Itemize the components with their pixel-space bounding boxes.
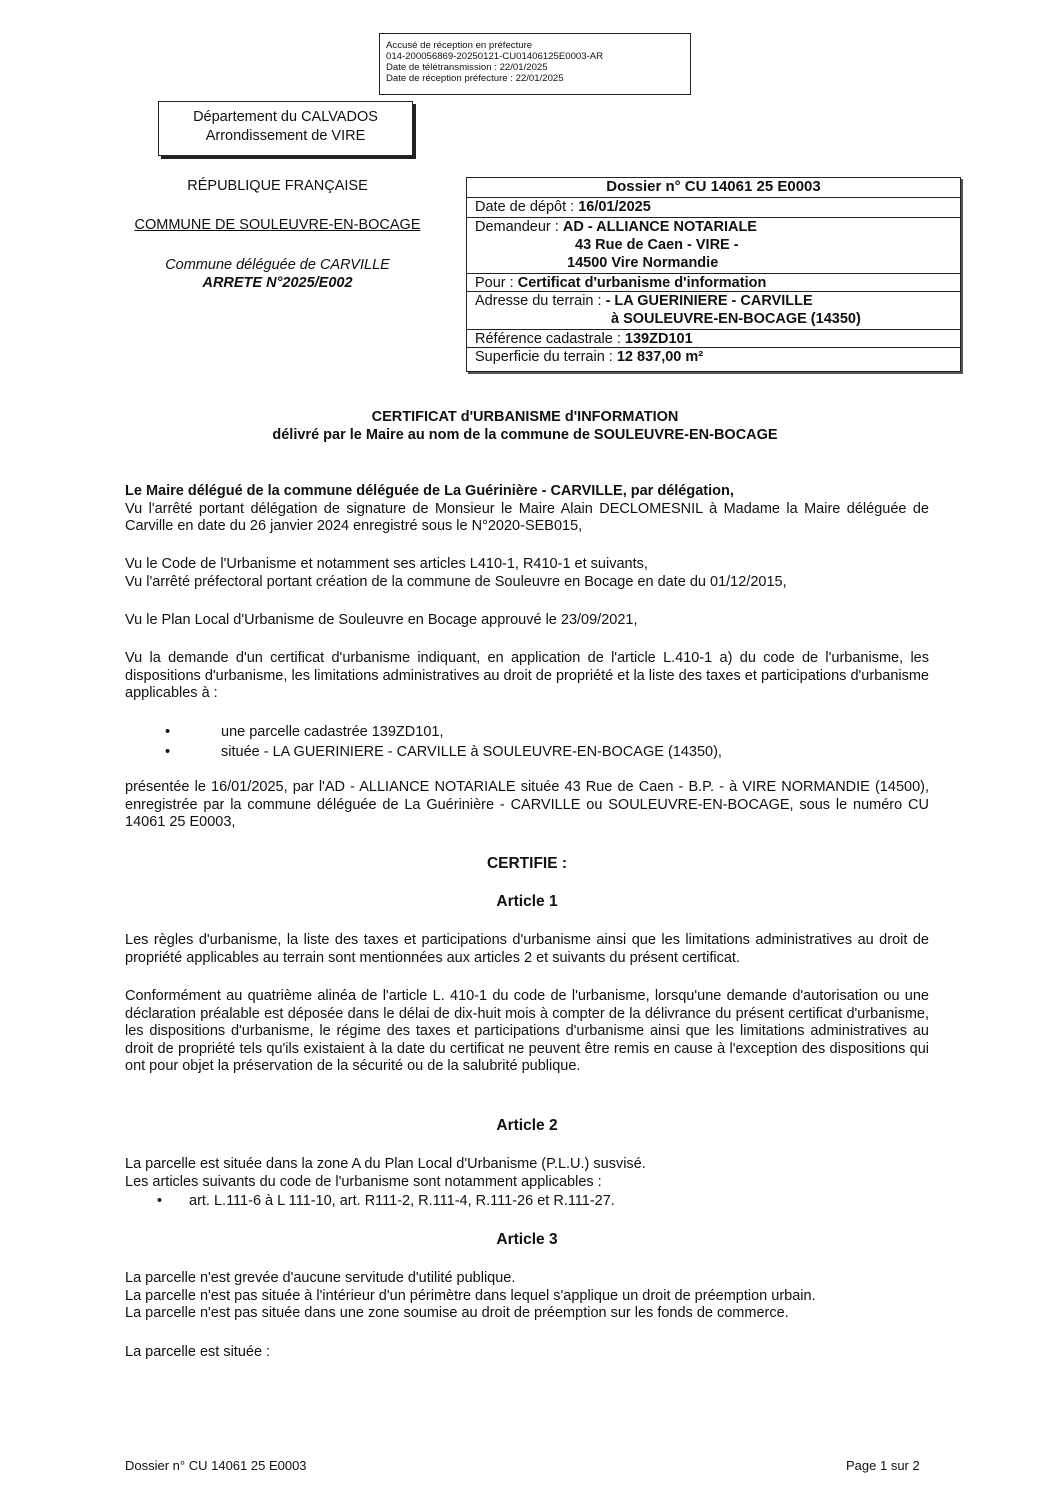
dossier-purpose-row <box>467 274 960 292</box>
dossier-area-row <box>467 348 960 368</box>
land-address-1: - LA GUERINIERE - CARVILLE <box>605 293 813 309</box>
bullet-icon: • <box>157 1193 163 1209</box>
commune-deleguee: Commune déléguée de CARVILLE <box>165 257 390 273</box>
arrete-number: ARRETE N°2025/E002 <box>202 275 353 291</box>
article-3-line-2: La parcelle n'est pas située à l'intérieur d'un périmètre dans lequel s'applique un droit de préemption urbain. <box>125 1287 816 1304</box>
mayor-line: Le Maire délégué de la commune déléguée de La Guérinière - CARVILLE, par délégation, <box>125 483 734 499</box>
commune-heading: COMMUNE DE SOULEUVRE-EN-BOCAGE <box>134 217 421 233</box>
republic-heading: RÉPUBLIQUE FRANÇAISE <box>187 178 368 194</box>
bullet-icon: • <box>165 724 171 740</box>
dossier-box <box>466 177 961 372</box>
prefecture-receipt-stamp <box>379 33 691 95</box>
department-box <box>158 101 413 156</box>
list-item <box>125 722 929 742</box>
article-1-heading: Article 1 <box>496 893 558 910</box>
applicant-address-1: 43 Rue de Caen - VIRE - <box>575 237 739 253</box>
article-3-text <box>125 1270 929 1323</box>
deleguee-block <box>115 256 440 292</box>
preamble-block-5 <box>125 779 929 832</box>
purpose-value: Certificat d'urbanisme d'information <box>517 275 767 291</box>
parcel-bullets <box>125 722 929 762</box>
article-2-line-2: Les articles suivants du code de l'urbanisme sont notamment applicables : <box>125 1173 602 1190</box>
cadastral-label: Référence cadastrale : <box>475 331 625 347</box>
article-1-p2 <box>125 988 929 1076</box>
certifie-heading: CERTIFIE : <box>486 855 568 872</box>
stamp-line: 014-200056869-20250121-CU01406125E0003-AR <box>386 51 604 62</box>
stamp-line: Accusé de réception en préfecture <box>386 40 533 51</box>
land-address-label: Adresse du terrain : <box>475 293 606 309</box>
article-3-heading: Article 3 <box>496 1231 558 1248</box>
dossier-applicant-row <box>467 218 960 274</box>
dossier-land-row <box>467 292 960 330</box>
article-2-line-1: La parcelle est située dans la zone A du Plan Local d'Urbanisme (P.L.U.) susvisé. <box>125 1156 646 1172</box>
dossier-date-row <box>467 198 960 218</box>
document-title <box>125 408 925 444</box>
preamble-block-1 <box>125 483 929 536</box>
article-2-heading: Article 2 <box>496 1117 558 1134</box>
preamble-block-3 <box>125 612 929 630</box>
vu-arrete: Vu l'arrêté préfectoral portant création de la commune de Souleuvre en Bocage en date du 01/12/2015, <box>125 573 787 590</box>
article-2-text <box>125 1156 929 1191</box>
vu-code: Vu le Code de l'Urbanisme et notamment ses articles L410-1, R410-1 et suivants, <box>125 556 648 572</box>
list-item <box>125 1193 929 1211</box>
article-3-line-3: La parcelle n'est pas située dans une zone soumise au droit de préemption sur les fonds de commerce. <box>125 1305 789 1321</box>
arrondissement-name: Arrondissement de VIRE <box>205 128 366 144</box>
list-item <box>125 742 929 762</box>
area-value: 12 837,00 m² <box>616 349 704 365</box>
area-label: Superficie du terrain : <box>475 349 617 365</box>
land-address-2: à SOULEUVRE-EN-BOCAGE (14350) <box>611 311 861 327</box>
preamble-block-2 <box>125 556 929 591</box>
article-1-paragraph-1: Les règles d'urbanisme, la liste des taxes et participations d'urbanisme ainsi que les limitations administratives au droit de propriété applicables au terrain sont mentionnées aux articles 2 et suivants du présent certificat. <box>125 932 929 966</box>
dossier-number: Dossier n° CU 14061 25 E0003 <box>467 178 960 198</box>
date-value: 16/01/2025 <box>578 199 651 215</box>
article-1-p1 <box>125 932 929 967</box>
dossier-cadastral-row <box>467 330 960 348</box>
bullet-text: art. L.111-6 à L 111-10, art. R111-2, R.111-4, R.111-26 et R.111-27. <box>189 1193 615 1209</box>
vu-delegation: Vu l'arrêté portant délégation de signature de Monsieur le Maire Alain DECLOMESNIL à Madame la Maire déléguée de Carville en date du 26 janvier 2024 enregistré sous le N°2020-SEB015, <box>125 500 929 534</box>
applicant-address-2: 14500 Vire Normandie <box>567 255 719 271</box>
applicant-label: Demandeur : <box>475 219 563 235</box>
title-line-2: délivré par le Maire au nom de la commune de SOULEUVRE-EN-BOCAGE <box>272 427 778 443</box>
vu-demande: Vu la demande d'un certificat d'urbanisme indiquant, en application de l'article L.410-1 a) du code de l'urbanisme, les dispositions d'urbanisme, les limitations administratives au droit de propriété et la liste des taxes et participations d'urbanisme applicables à : <box>125 650 929 701</box>
article-2-bullets <box>125 1193 929 1211</box>
purpose-label: Pour : <box>475 275 518 291</box>
bullet-icon: • <box>165 744 171 760</box>
title-line-1: CERTIFICAT d'URBANISME d'INFORMATION <box>371 409 679 425</box>
vu-plu: Vu le Plan Local d'Urbanisme de Souleuvre en Bocage approuvé le 23/09/2021, <box>125 612 638 628</box>
department-name: Département du CALVADOS <box>193 109 378 125</box>
bullet-text: une parcelle cadastrée 139ZD101, <box>221 724 444 740</box>
date-label: Date de dépôt : <box>475 199 579 215</box>
bullet-text: située - LA GUERINIERE - CARVILLE à SOULEUVRE-EN-BOCAGE (14350), <box>221 744 722 760</box>
article-1-paragraph-2: Conformément au quatrième alinéa de l'article L. 410-1 du code de l'urbanisme, lorsqu'une demande d'autorisation ou une déclaration préalable est déposée dans le délai de dix-huit mois à compter de la délivrance du présent certificat d'urbanisme, les dispositions d'urbanisme, le régime des taxes et participations d'urbanisme ainsi que les limitations administratives au droit de propriété tels qu'ils existaient à la date du certificat ne peuvent être remis en cause à l'exception des dispositions qui ont pour objet la préservation de la sécurité ou de la salubrité publique. <box>125 988 929 1074</box>
article-3-line-4: La parcelle est située : <box>125 1344 271 1360</box>
applicant-name: AD - ALLIANCE NOTARIALE <box>562 219 757 235</box>
stamp-line: Date de réception préfecture : 22/01/2025 <box>386 73 564 84</box>
article-3-line-1: La parcelle n'est grevée d'aucune servitude d'utilité publique. <box>125 1270 516 1286</box>
stamp-line: Date de télétransmission : 22/01/2025 <box>386 62 548 73</box>
presented-text: présentée le 16/01/2025, par l'AD - ALLIANCE NOTARIALE située 43 Rue de Caen - B.P. - à VIRE NORMANDIE (14500), enregistrée par la commune déléguée de La Guérinière - CARVILLE ou SOULEUVRE-EN-BOCAGE, sous le numéro CU 14061 25 E0003, <box>125 779 929 830</box>
footer-page-number: Page 1 sur 2 <box>846 1458 920 1473</box>
preamble-block-4 <box>125 650 929 703</box>
article-3-situation <box>125 1344 929 1362</box>
footer-dossier: Dossier n° CU 14061 25 E0003 <box>125 1458 307 1473</box>
cadastral-value: 139ZD101 <box>624 331 693 347</box>
